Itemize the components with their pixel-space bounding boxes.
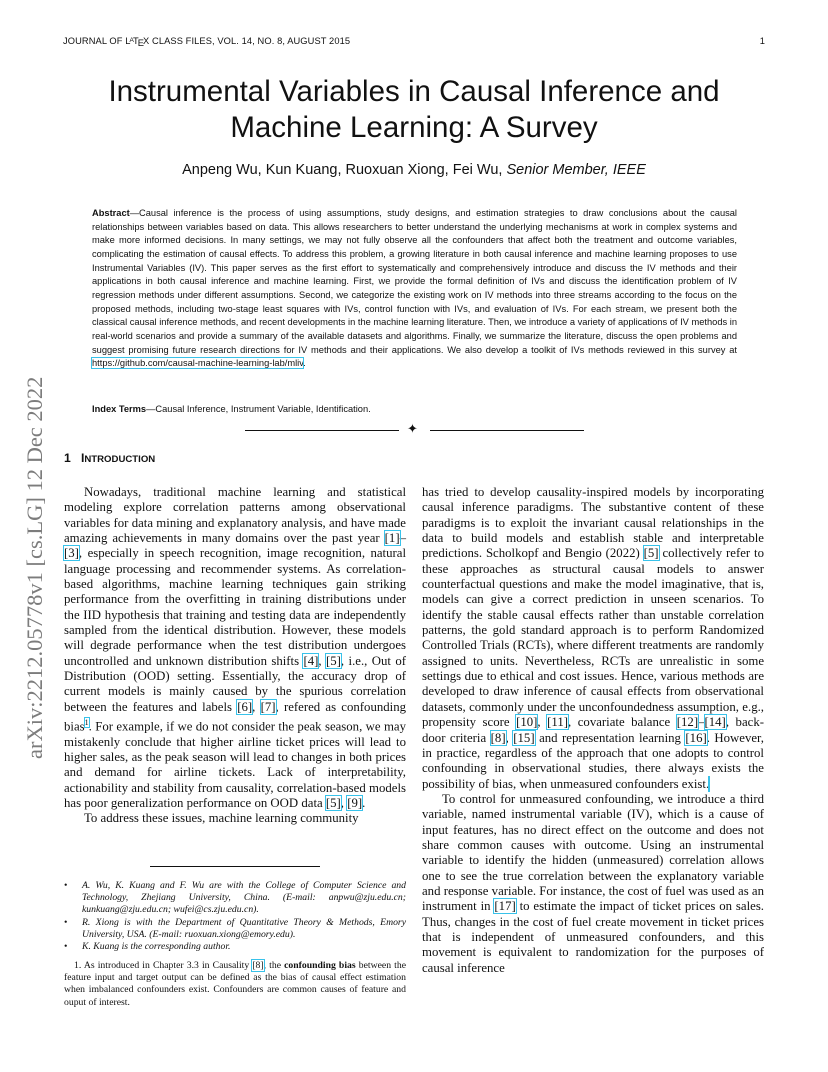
section-number: 1	[64, 451, 71, 465]
footnote-rule	[150, 866, 320, 867]
journal-name: JOURNAL OF $L^ATEX$ CLASS FILES, VOL. 14, NO. 8, AUGUST 2015	[63, 36, 351, 48]
abstract-end: .	[303, 358, 306, 369]
index-terms	[92, 404, 737, 414]
abstract-text: —Causal inference is the process of using assumptions, study designs, and estimation strategies to draw conclusions about the causal relationships between variables based on data. This allows researchers to better understand the underlying mechanisms at work in complex systems and make more informed decisions. In many settings, we may not fully observe all the confounders that affect both the treatment and outcome variables, complicating the estimation of causal effects. To address this problem, a growing literature in both causal inference and machine learning proposes to use Instrumental Variables (IV). This paper serves as the first effort to systematically and comprehensively introduce and discuss the IV methods and their applications in both causal inference and machine learning. First, we provide the formal definition of IVs and discuss the identification problem of IV regression methods under different assumptions. Second, we categorize the existing work on IV methods into three streams according to the focus on the proposed methods, including two-stage least squares with IVs, control function with IVs, and evaluation of IVs. For each stream, we present both the classical causal inference methods, and recent developments in the machine learning literature. Then, we introduce a variety of applications of IV methods in real-world scenarios and provide a summary of the available datasets and algorithms. Finally, we summarize the literature, discuss the open problems and suggest promising future research directions for IV methods and their applications. We also develop a toolkit of IVs methods reviewed in this survey at	[92, 208, 737, 355]
index-terms-label: Index Terms	[92, 404, 147, 414]
citation-link[interactable]: [12]	[676, 715, 699, 730]
citation-link[interactable]: [15]	[513, 730, 535, 745]
title-line-1: Instrumental Variables in Causal Inference and	[108, 75, 720, 108]
toolkit-link[interactable]: https://github.com/causal-machine-learning-lab/mliv	[92, 358, 304, 369]
intro-paragraph-3: has tried to develop causality-inspired models by incorporating causal inference paradigms. The substantive content of these paradigms is to exploit the invariant causal relationships in the data to build models and establish stable and interpretable predictions. Scholkopf and Bengio (2022) [5] collectively refer to these approaches as structural causal models to answer counterfactual questions and make the model imaginative, that is, models can give a correct prediction in unseen scenarios. To identify the stable causal effects rather than unstable correlation patterns, the gold standard approach is to perform Randomized Controlled Trials (RCTs), where different treatments are randomly assigned to units. Nevertheless, RCTs are unrealistic in some settings due to ethical and cost issues. Hence, various methods are developed to draw inference of causal effects from observational datasets, commonly under the unconfoundedness assumption, e.g., propensity score [10], [11], covariate balance [12]–[14], back-door criteria [8], [15] and representation learning [16]. However, in practice, regardless of the approach that one adopts to control confounding in observational studies, there always exists the possibility of bias, when unmeasured confounders exist.	[422, 485, 764, 791]
author-list	[60, 162, 768, 178]
right-column	[422, 485, 764, 976]
citation-link[interactable]: [7]	[260, 699, 276, 714]
affiliation-item: • A. Wu, K. Kuang and F. Wu are with the College of Computer Science and Technology, Zhejiang University, China. (E-mail: anpwu@zju.edu.cn; kunkuang@zju.edu.cn; wufei@cs.zju.edu.cn).	[64, 880, 406, 916]
citation-link[interactable]: [9]	[347, 796, 363, 811]
citation-link[interactable]: [16]	[685, 730, 707, 745]
affiliation-item: • R. Xiong is with the Department of Quantitative Theory & Methods, Emory University, USA. (E-mail: ruoxuan.xiong@emory.edu).	[64, 916, 406, 940]
citation-link[interactable]: [8]	[490, 730, 506, 745]
running-header	[63, 36, 765, 48]
footnote-marker[interactable]: 1	[84, 718, 89, 728]
citation-link[interactable]: [10]	[516, 715, 538, 730]
abstract	[92, 207, 737, 371]
footnote-1: 1. As introduced in Chapter 3.3 in Causality [8], the confounding bias between the feature input and target output can be defined as the bias of causal effect estimation when imbalanced confounders exist. Confounders are common causes of feature and ouput of interest.	[64, 960, 406, 1008]
intro-paragraph-4: To control for unmeasured confounding, we introduce a third variable, named instrumental variable (IV), which is a cause of input features, has no direct effect on the outcome and does not share common causes with outcome. Using an instrumental variable to identify the hidden (unmeasured) correlation allows one to see the true correlation between the explanatory variable and response variable. For instance, the cost of fuel was used as an instrument in [17] to estimate the impact of ticket prices on sales. Thus, changes in the cost of fuel create movement in ticket prices that is independent of unmeasured confounders, and this movement is equivalent to randomization for the purposes of causal inference	[422, 791, 764, 975]
affiliation-list	[64, 880, 406, 953]
page-number: 1	[759, 36, 765, 46]
author-names: Anpeng Wu, Kun Kuang, Ruoxuan Xiong, Fei Wu,	[182, 162, 503, 178]
index-terms-text: —Causal Inference, Instrument Variable, Identification.	[146, 404, 371, 414]
section-heading	[64, 451, 155, 465]
citation-link[interactable]: [5]	[643, 546, 659, 561]
divider-line-right	[430, 430, 584, 431]
citation-link[interactable]: [8]	[252, 960, 264, 971]
section-divider	[245, 421, 584, 436]
citation-link[interactable]: [17]	[494, 899, 516, 914]
author-role: Senior Member, IEEE	[506, 162, 646, 178]
title-line-2: Machine Learning: A Survey	[230, 111, 598, 144]
intro-paragraph-1: Nowadays, traditional machine learning and statistical modeling explore correlation patterns among observational variables for data mining and explanatory analysis, and have made amazing achievements in many domains over the past year [1]–[3], especially in speech recognition, image recognition, natural language processing and recommender systems. As correlation-based algorithms, machine learning techniques gain striking performance from the overfitting in training distributions under the IID hypothesis that training and testing data are independently sampled from the identical distribution. However, these models will degrade performance when the test distribution undergoes uncontrolled and unknown distribution shifts [4], [5], i.e., Out of Distribution (OOD) setting. Essentially, the accuracy drop of current models is mainly caused by the spurious correlation between the features and labels [6], [7], refered as confounding bias$^1$. For example, if we do not consider the peak season, we may mistakenly conclude that higher airline ticket prices will lead to higher sales, as the peak season will lead to changes in both prices and demand for airline tickets. Lack of interpretability, actionability and stability from causality, correlation-based models has poor generalization performance on OOD data [5], [9].	[64, 485, 406, 811]
paper-title	[60, 74, 768, 146]
citation-link[interactable]: [1]	[384, 531, 400, 546]
citation-link[interactable]: [11]	[547, 715, 569, 730]
diamond-star-icon: ✦	[407, 421, 418, 436]
intro-paragraph-2: To address these issues, machine learning community	[84, 811, 359, 826]
left-column	[64, 485, 406, 827]
citation-link[interactable]: [3]	[64, 546, 79, 561]
citation-link[interactable]: [6]	[237, 699, 253, 714]
footnote-bold-term: confounding bias	[284, 960, 356, 971]
affiliation-item: • K. Kuang is the corresponding author.	[64, 941, 231, 953]
section-title: INTRODUCTION	[80, 451, 156, 465]
citation-link[interactable]: [5]	[326, 653, 341, 668]
citation-link[interactable]: [5]	[325, 796, 341, 811]
abstract-label: Abstract	[92, 208, 130, 218]
arxiv-identifier: arXiv:2212.05778v1 [cs.LG] 12 Dec 2022	[22, 376, 47, 759]
citation-link[interactable]: [14]	[704, 715, 726, 730]
divider-line-left	[245, 430, 399, 431]
citation-link[interactable]: [4]	[303, 653, 319, 668]
